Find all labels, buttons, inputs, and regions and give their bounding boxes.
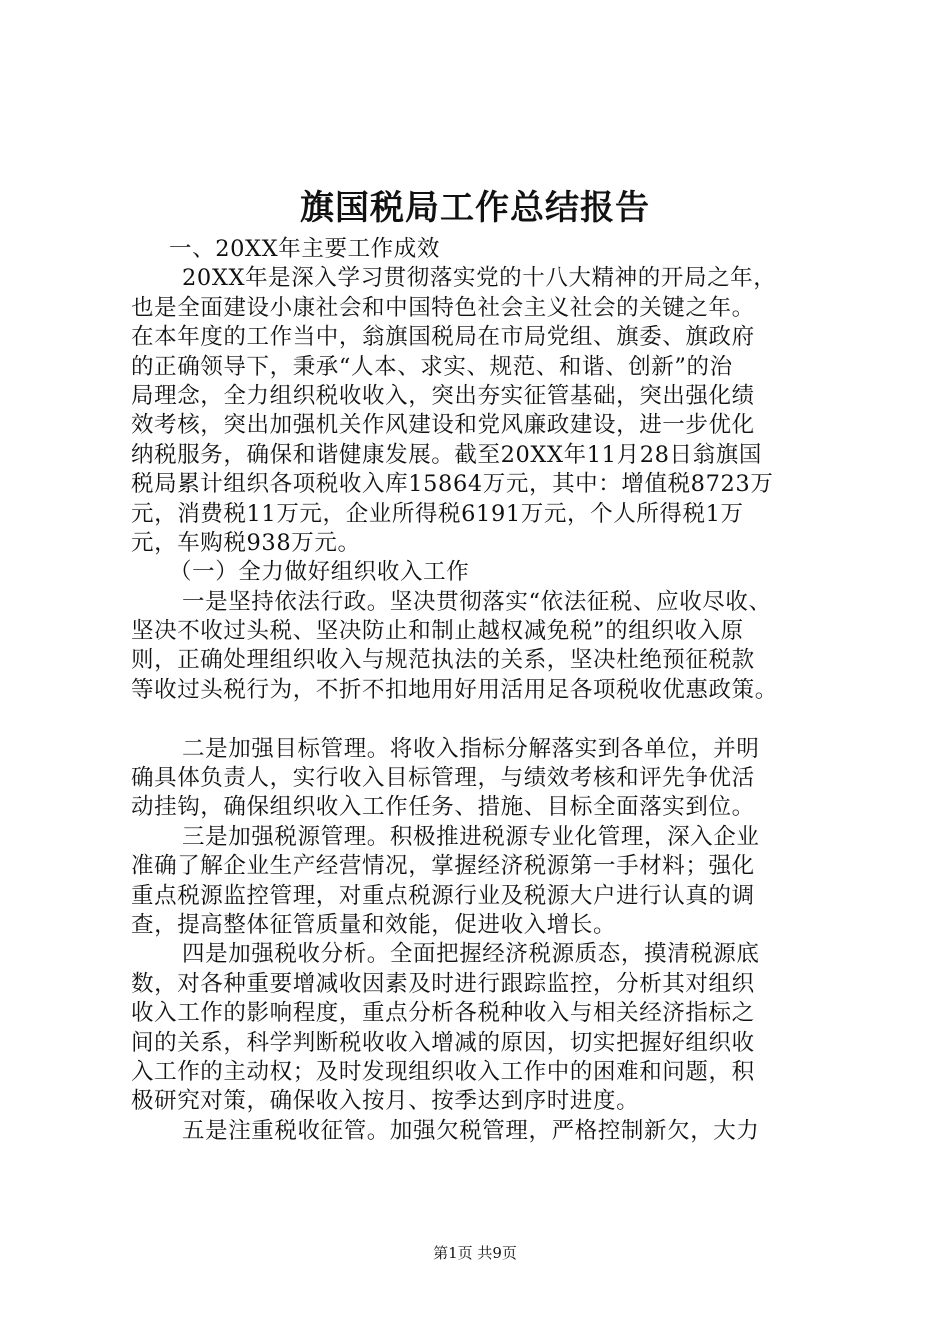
paragraph-line: 也是全面建设小康社会和中国特色社会主义社会的关键之年。 [131,294,755,321]
paragraph-line: 坚决不收过头税、坚决防止和制止越权减免税”的组织收入原 [131,618,744,645]
paragraph-line: 税局累计组织各项税收入库15864万元，其中：增值税8723万 [131,471,774,498]
paragraph-line: 局理念，全力组织税收收入，突出夯实征管基础，突出强化绩 [131,382,755,409]
subsection-heading: （一）全力做好组织收入工作 [169,559,470,586]
document-body [131,235,821,1146]
paragraph-line: 收入工作的影响程度，重点分析各税种收入与相关经济指标之 [131,1000,755,1027]
paragraph-line: 数，对各种重要增减收因素及时进行跟踪监控，分析其对组织 [131,970,755,997]
paragraph-line: 四是加强税收分析。全面把握经济税源质态，摸清税源底 [182,941,760,968]
paragraph-line: 则，正确处理组织收入与规范执法的关系，坚决杜绝预征税款 [131,647,755,674]
paragraph-line: 二是加强目标管理。将收入指标分解落实到各单位，并明 [182,735,760,762]
page-footer: 第1页 共9页 [433,1244,517,1262]
paragraph-line: 动挂钩，确保组织收入工作任务、措施、目标全面落实到位。 [131,794,755,821]
paragraph-line: 确具体负责人，实行收入目标管理，与绩效考核和评先争优活 [131,765,755,792]
paragraph-line: 纳税服务，确保和谐健康发展。截至20XX年11月28日翁旗国 [131,441,762,468]
paragraph-line: 效考核，突出加强机关作风建设和党风廉政建设，进一步优化 [131,412,755,439]
paragraph-line: 入工作的主动权；及时发现组织收入工作中的困难和问题，积 [131,1058,755,1085]
paragraph-line: 等收过头税行为，不折不扣地用好用活用足各项税收优惠政策。 [131,676,778,703]
paragraph-line: 极研究对策，确保收入按月、按季达到序时进度。 [131,1088,640,1115]
blank-line [131,705,821,734]
paragraph-line: 20XX年是深入学习贯彻落实党的十八大精神的开局之年， [182,265,777,292]
paragraph-line: 在本年度的工作当中，翁旗国税局在市局党组、旗委、旗政府 [131,324,755,351]
paragraph-line: 的正确领导下，秉承“人本、求实、规范、和谐、创新”的治 [131,353,733,380]
document-title: 旗国税局工作总结报告 [300,188,650,228]
paragraph-line: 间的关系，科学判断税收收入增减的原因，切实把握好组织收 [131,1029,755,1056]
paragraph-line: 准确了解企业生产经营情况，掌握经济税源第一手材料；强化 [131,853,755,880]
paragraph-line: 一是坚持依法行政。坚决贯彻落实“依法征税、应收尽收、 [182,588,772,615]
paragraph-line: 三是加强税源管理。积极推进税源专业化管理，深入企业 [182,823,760,850]
paragraph-line: 五是注重税收征管。加强欠税管理，严格控制新欠，大力 [182,1117,760,1144]
paragraph-line: 元，消费税11万元，企业所得税6191万元，个人所得税1万 [131,500,744,527]
paragraph-line: 查，提高整体征管质量和效能，促进收入增长。 [131,911,617,938]
section-heading: 一、20XX年主要工作成效 [169,236,440,262]
paragraph-line: 重点税源监控管理，对重点税源行业及税源大户进行认真的调 [131,882,755,909]
paragraph-line: 元，车购税938万元。 [131,529,361,556]
